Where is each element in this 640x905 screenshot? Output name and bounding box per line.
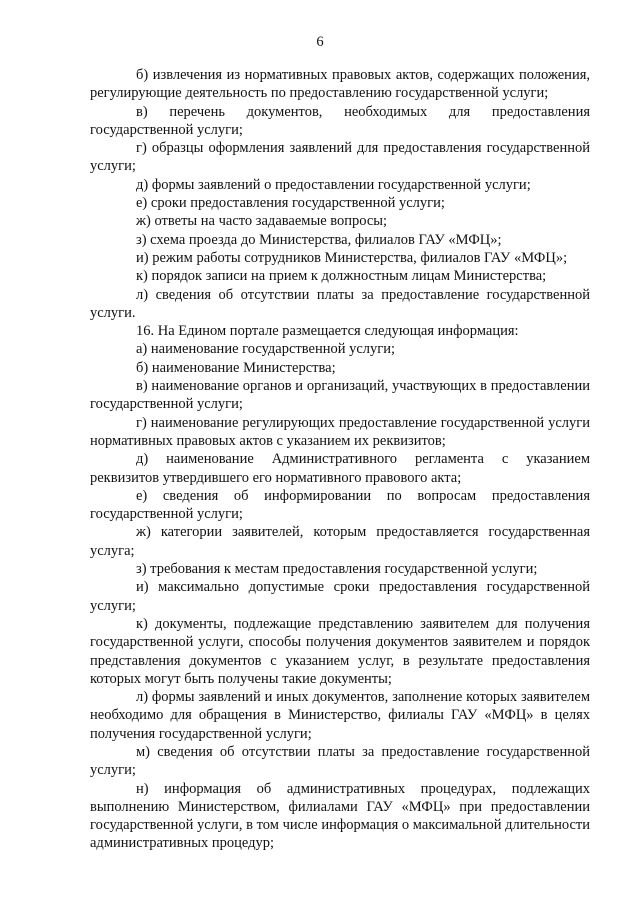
paragraph-k-required-documents: к) документы, подлежащие представлению заявителем для получения государственной услуги, способы получения документов заявителем и порядок представления документов с указанием услуг, в результате предоставления которых могут быть получены такие документы; (90, 615, 590, 687)
paragraph-v-documents-list: в) перечень документов, необходимых для предоставления государственной услуги; (90, 103, 590, 138)
paragraph-a-service-name: а) наименование государственной услуги; (136, 341, 396, 358)
paragraph-g-application-samples: г) образцы оформления заявлений для предоставления государственной услуги; (90, 140, 590, 175)
paragraph-v-participating-bodies: в) наименование органов и организаций, участвующих в предоставлении государственной услуги; (90, 378, 590, 413)
document-body (90, 66, 590, 853)
paragraph-z-directions: з) схема проезда до Министерства, филиалов ГАУ «МФЦ»; (136, 231, 502, 248)
paragraph-zh-applicant-categories: ж) категории заявителей, которым предоставляется государственная услуга; (90, 524, 590, 559)
paragraph-e-informing: е) сведения об информировании по вопросам предоставления государственной услуги; (90, 487, 590, 523)
paragraph-l-forms: л) формы заявлений и иных документов, заполнение которых заявителем необходимо для обращения в Министерство, филиалы ГАУ «МФЦ» в целях получения государственной услуги; (90, 689, 590, 742)
paragraph-i-working-hours: и) режим работы сотрудников Министерства, филиалов ГАУ «МФЦ»; (136, 249, 568, 266)
paragraph-e-deadlines: е) сроки предоставления государственной услуги; (136, 195, 445, 212)
paragraph-d-regulation-name: д) наименование Административного регламента с указанием реквизитов утвердившего его нормативного правового акта; (90, 451, 590, 486)
paragraph-b-ministry-name: б) наименование Министерства; (136, 359, 336, 376)
paragraph-k-appointment-order: к) порядок записи на прием к должностным лицам Министерства; (136, 268, 547, 285)
paragraph-l-no-fee: л) сведения об отсутствии платы за предоставление государственной услуги. (90, 286, 590, 321)
paragraph-z-place-requirements: з) требования к местам предоставления государственной услуги; (136, 561, 538, 578)
paragraph-n-admin-procedures: н) информация об административных процедурах, подлежащих выполнению Министерством, филиалами ГАУ «МФЦ» при предоставлении государственной услуги, в том числе информация о максимальной длительности административных процедур; (90, 780, 590, 852)
paragraph-zh-faq: ж) ответы на часто задаваемые вопросы; (136, 213, 388, 230)
paragraph-d-application-forms: д) формы заявлений о предоставлении государственной услуги; (136, 176, 531, 193)
paragraph-m-no-fee: м) сведения об отсутствии платы за предоставление государственной услуги; (90, 743, 590, 779)
paragraph-16-portal-info: 16. На Едином портале размещается следующая информация: (136, 323, 519, 340)
paragraph-b-extracts: б) извлечения из нормативных правовых актов, содержащих положения, регулирующие деятельность по предоставлению государственной услуги; (90, 67, 590, 102)
paragraph-g-legal-acts: г) наименование регулирующих предоставление государственной услуги нормативных правовых актов с указанием их реквизитов; (90, 414, 590, 449)
page-number: 6 (316, 34, 324, 50)
paragraph-i-max-deadlines: и) максимально допустимые сроки предоставления государственной услуги; (90, 579, 590, 614)
